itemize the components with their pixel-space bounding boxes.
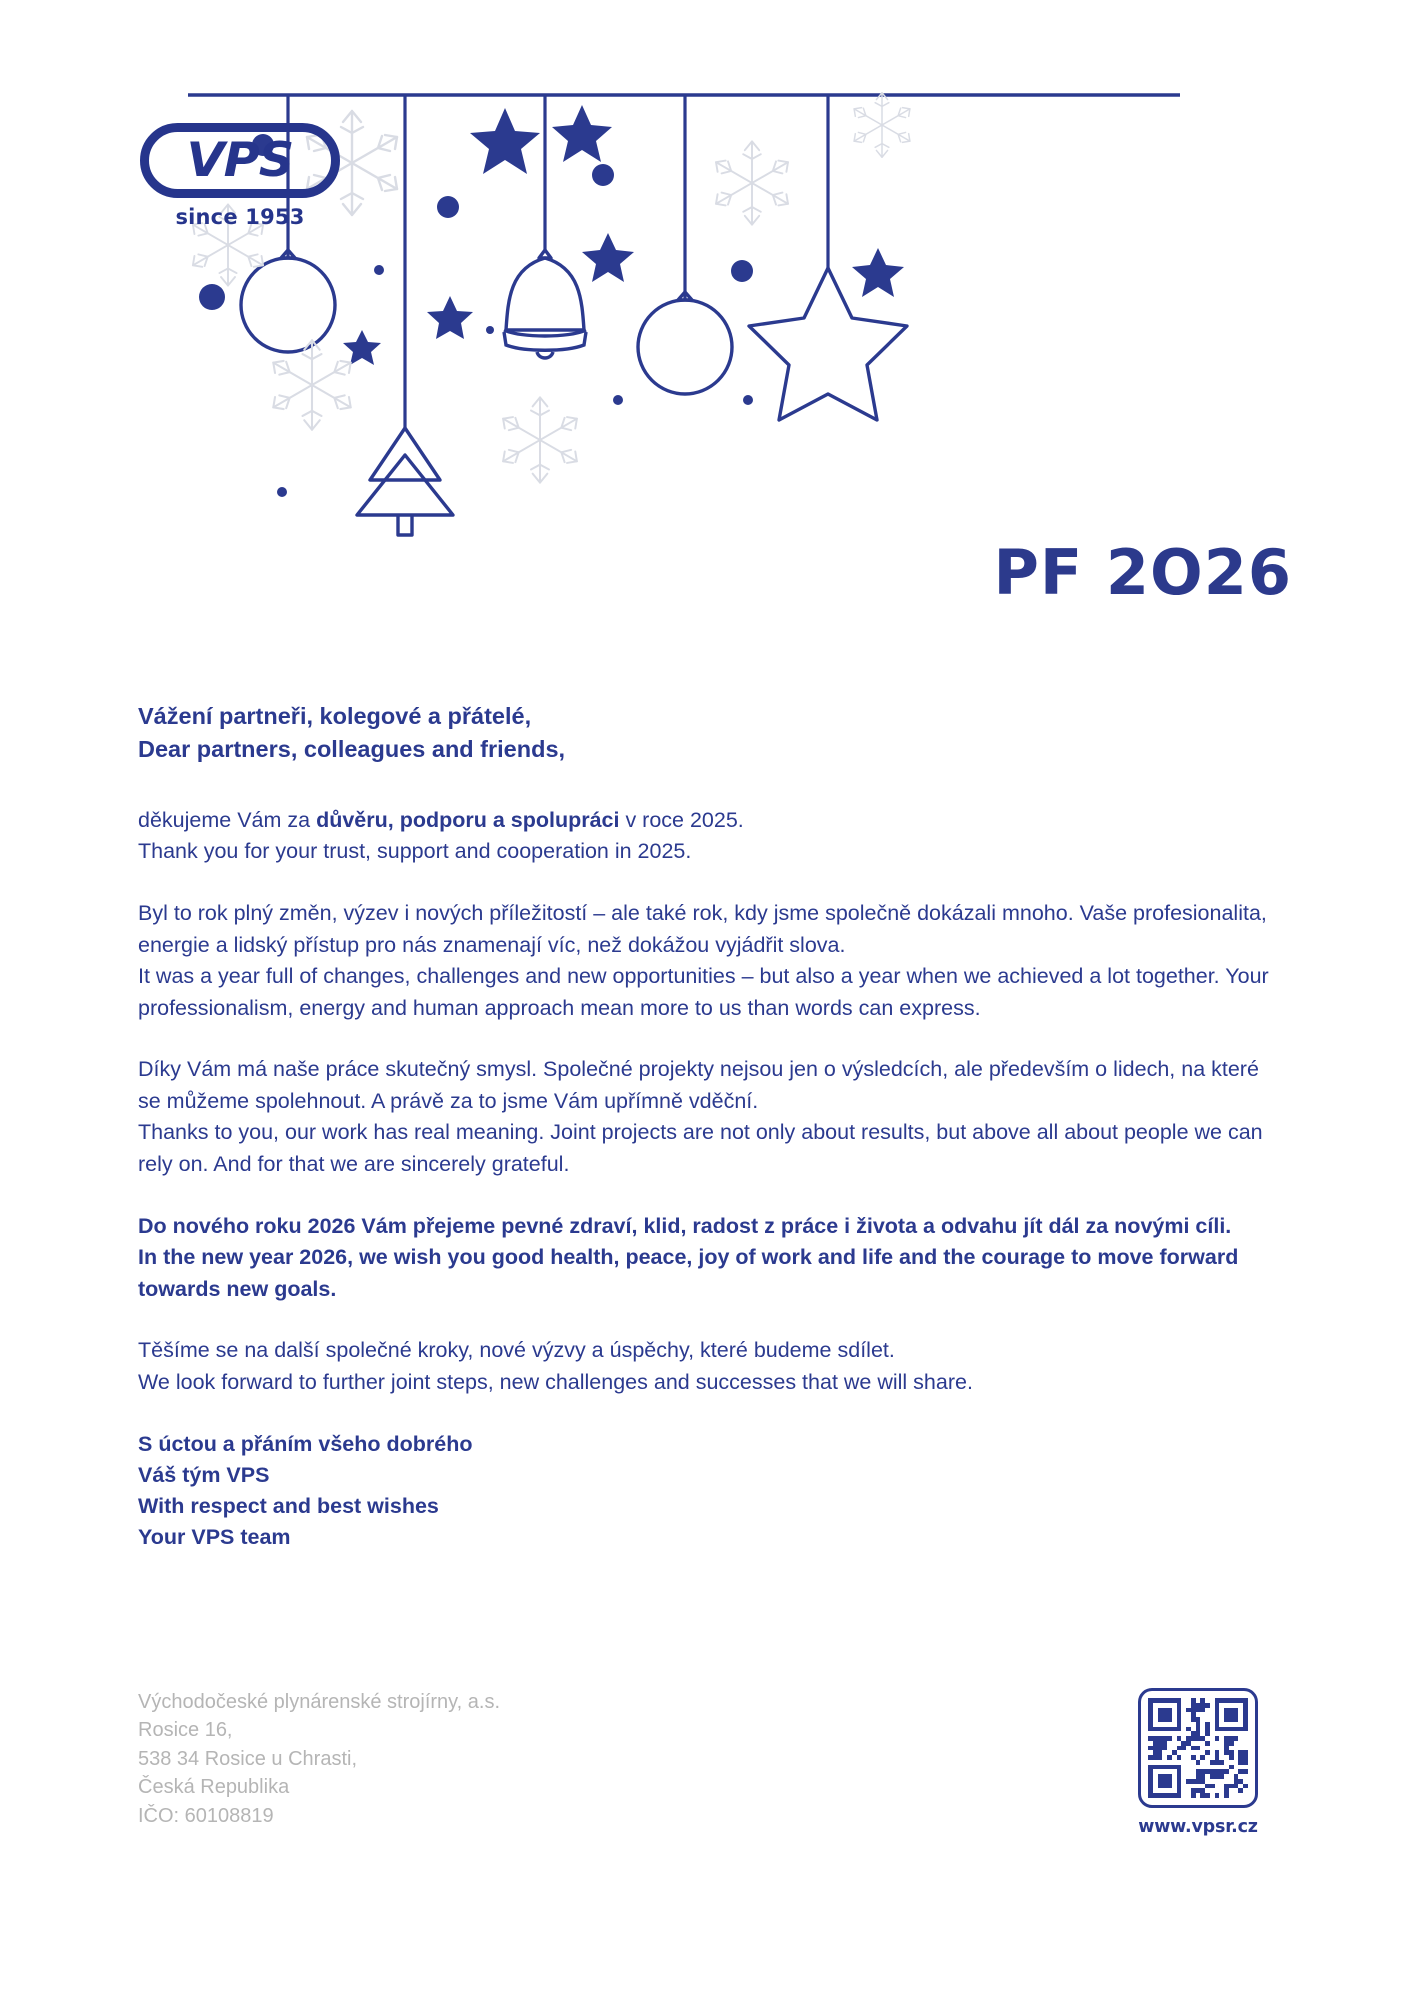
paragraph-thanks [138,805,1278,868]
greeting-block [138,700,1278,767]
paragraph-year-en: It was a year full of changes, challenges and new opportunities – but also a year when we achieved a lot together. Your professionalism, energy and human approach mean more to us than words can express. [138,964,1269,1020]
qr-code-matrix [1148,1698,1248,1798]
paragraph-forward-en: We look forward to further joint steps, new challenges and successes that we will share. [138,1370,973,1395]
address-line-city: 538 34 Rosice u Chrasti, [138,1747,358,1770]
logo-wordmark: VPS [186,133,294,188]
qr-code-block[interactable] [1128,1688,1268,1837]
address-line-ico: IČO: 60108819 [138,1804,274,1827]
footer-address-block [138,1688,500,1830]
paragraph-year-cs: Byl to rok plný změn, výzev i nových příležitostí – ale také rok, kdy jsme společně dokázali mnoho. Vaše profesionalita, energie a lidský přístup pro nás znamenají víc, než dokážou vyjádřit slova. [138,900,1267,957]
paragraph-forward [138,1335,1278,1398]
paragraph-meaning [138,1054,1278,1180]
signature-block [138,1429,1278,1554]
logo-tagline: since 1953 [175,205,305,229]
page-title: PF 2O26 [993,536,1292,609]
header-ornament-band [0,0,1414,620]
thanks-cs-pre: děkujeme Vám za [138,807,317,832]
bauble-ornament [638,292,732,394]
star-filled-ornament [343,105,904,365]
paragraph-forward-cs: Těšíme se na další společné kroky, nové výzvy a úspěchy, které budeme sdílet. [138,1338,895,1363]
address-line-country: Česká Republika [138,1776,290,1799]
website-url-label: www.vpsr.cz [1138,1817,1258,1837]
paragraph-thanks-cs [138,805,1278,837]
vps-logo [140,123,340,229]
greeting-cs: Vážení partneři, kolegové a přátelé, [138,703,532,729]
paragraph-meaning-cs: Díky Vám má naše práce skutečný smysl. Společné projekty nejsou jen o výsledcích, ale především o lidech, na které se můžeme spolehnout. A právě za to jsme Vám upřímně vděční. [138,1057,1259,1113]
signature-line-3: With respect and best wishes [138,1493,439,1518]
address-line-company: Východočeské plynárenské strojírny, a.s. [138,1691,501,1713]
bell-ornament [504,250,586,358]
signature-line-2: Váš tým VPS [138,1462,270,1487]
paragraph-thanks-en: Thank you for your trust, support and cooperation in 2025. [138,839,692,864]
greeting-en: Dear partners, colleagues and friends, [138,736,566,763]
signature-line-1: S úctou a přáním všeho dobrého [138,1431,473,1456]
paragraph-year [138,898,1278,1024]
thanks-cs-bold: důvěru, podporu a spolupráci [316,807,620,832]
qr-code-icon[interactable] [1138,1688,1258,1808]
address-line-street: Rosice 16, [138,1719,233,1742]
bauble-ornament [241,250,335,352]
logo-pill [140,123,340,198]
signature-line-4: Your VPS team [138,1525,291,1550]
letter-body [138,700,1278,1553]
paragraph-meaning-en: Thanks to you, our work has real meaning. Joint projects are not only about results, but above all about people we can rely on. And for that we are sincerely grateful. [138,1120,1263,1177]
paragraph-wishes-en: In the new year 2026, we wish you good health, peace, joy of work and life and the courage to move forward towards new goals. [138,1245,1239,1301]
star-outline-ornament [749,268,907,420]
paragraph-wishes [138,1211,1278,1306]
paragraph-wishes-cs: Do nového roku 2026 Vám přejeme pevné zdraví, klid, radost z práce i života a odvahu jít dál za novými cíli. [138,1213,1232,1238]
christmas-tree-ornament [357,428,453,535]
thanks-cs-post: v roce 2025. [619,807,744,832]
